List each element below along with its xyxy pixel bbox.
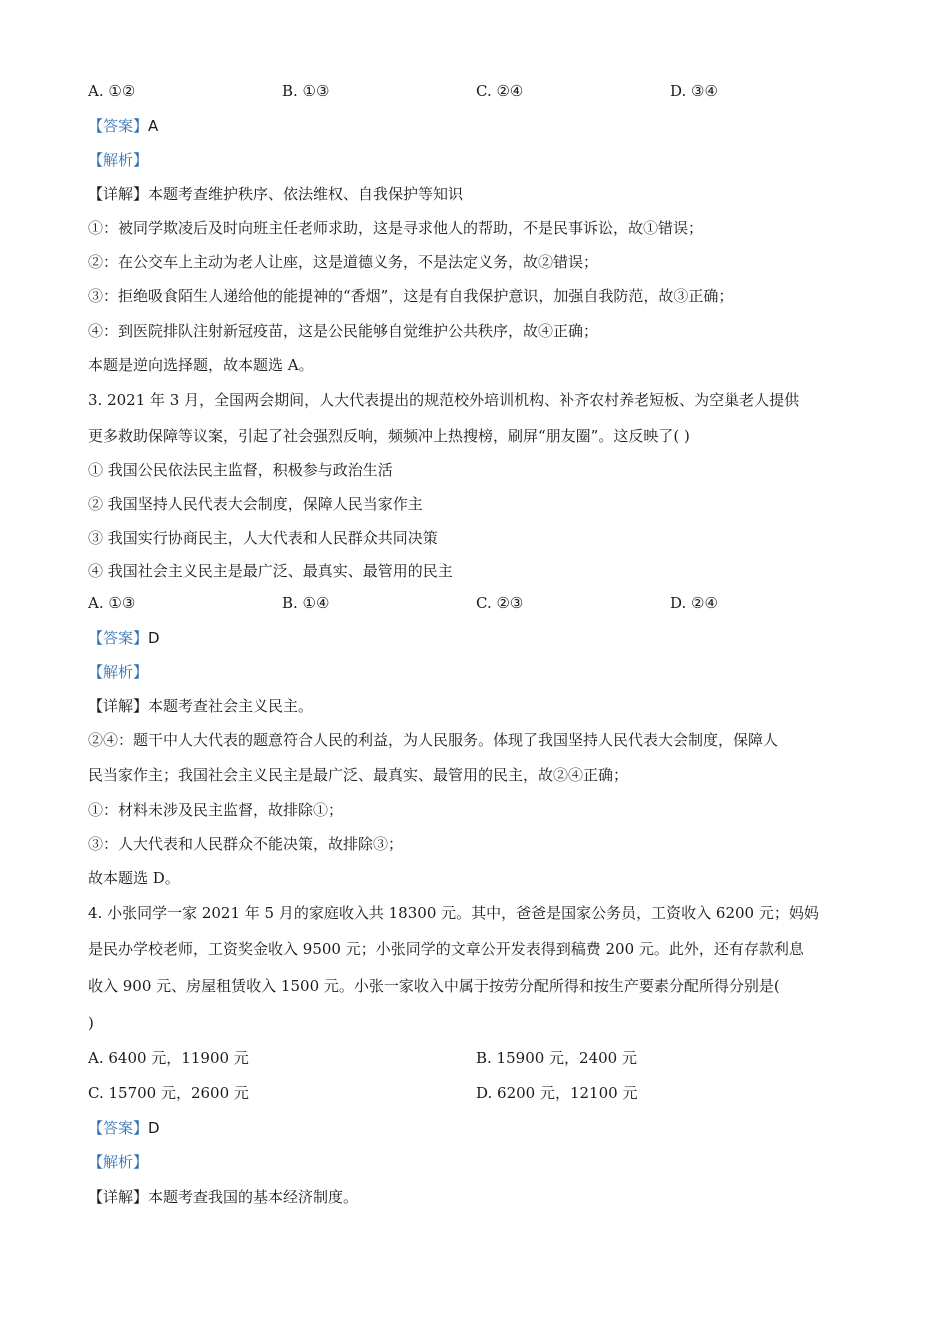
q2-detail <box>88 183 463 205</box>
q2-option-b: B. ①③ <box>282 82 330 100</box>
detail-text: 本题考查维护秩序、依法维权、自我保护等知识 <box>148 185 464 203</box>
q3-option-c: C. ②③ <box>476 594 524 612</box>
q4-stem-line-3: 收入 900 元、房屋租赁收入 1500 元。小张一家收入中属于按劳分配所得和按生产要素分配所得分别是( <box>88 977 780 995</box>
q3-item-3: ③ 我国实行协商民主，人大代表和人民群众共同决策 <box>88 529 438 547</box>
q4-detail <box>88 1186 358 1208</box>
q4-stem-line-4: ) <box>88 1014 94 1032</box>
q2-line-2: ②：在公交车上主动为老人让座，这是道德义务，不是法定义务，故②错误； <box>88 253 599 271</box>
q2-analysis-tag <box>88 149 148 171</box>
q2-line-5: 本题是逆向选择题，故本题选 A。 <box>88 356 314 374</box>
q3-stem-line-1: 3. 2021 年 3 月，全国两会期间，人大代表提出的规范校外培训机构、补齐农村养老短板、为空巢老人提供 <box>88 391 800 409</box>
q2-option-c: C. ②④ <box>476 82 524 100</box>
answer-tag: 【答案】 <box>88 629 149 647</box>
answer-tag: 【答案】 <box>88 1119 149 1137</box>
q4-stem-line-2: 是民办学校老师，工资奖金收入 9500 元；小张同学的文章公开发表得到稿费 200 元。此外，还有存款利息 <box>88 940 804 958</box>
q3-line-3: ①：材料未涉及民主监督，故排除①； <box>88 801 344 819</box>
q2-line-3: ③：拒绝吸食陌生人递给他的能提神的“香烟”，这是有自我保护意识，加强自我防范，故③正确； <box>88 287 734 305</box>
q3-stem-line-2: 更多救助保障等议案，引起了社会强烈反响，频频冲上热搜榜，刷屏“朋友圈”。这反映了( ) <box>88 427 690 445</box>
detail-tag: 【详解】 <box>88 697 149 715</box>
q3-analysis-tag <box>88 661 148 683</box>
detail-tag: 【详解】 <box>88 1188 149 1206</box>
q3-line-5: 故本题选 D。 <box>88 869 180 887</box>
analysis-tag: 【解析】 <box>88 151 149 169</box>
q3-item-2: ② 我国坚持人民代表大会制度，保障人民当家作主 <box>88 495 423 513</box>
q2-line-4: ④：到医院排队注射新冠疫苗，这是公民能够自觉维护公共秩序，故④正确； <box>88 322 599 340</box>
answer-value: A <box>148 117 159 135</box>
q2-line-1: ①：被同学欺凌后及时向班主任老师求助，这是寻求他人的帮助，不是民事诉讼，故①错误； <box>88 219 704 237</box>
q2-answer <box>88 115 158 137</box>
detail-text: 本题考查社会主义民主。 <box>148 697 314 715</box>
q4-option-b: B. 15900 元，2400 元 <box>476 1049 637 1067</box>
answer-value: D <box>148 629 160 647</box>
q2-option-a: A. ①② <box>88 82 136 100</box>
analysis-tag: 【解析】 <box>88 1153 149 1171</box>
q2-option-d: D. ③④ <box>670 82 718 100</box>
q3-option-a: A. ①③ <box>88 594 136 612</box>
detail-text: 本题考查我国的基本经济制度。 <box>148 1188 359 1206</box>
q3-detail <box>88 695 313 717</box>
q4-analysis-tag <box>88 1151 148 1173</box>
q4-stem-line-1: 4. 小张同学一家 2021 年 5 月的家庭收入共 18300 元。其中，爸爸是国家公务员，工资收入 6200 元；妈妈 <box>88 904 819 922</box>
detail-tag: 【详解】 <box>88 185 149 203</box>
q3-item-1: ① 我国公民依法民主监督，积极参与政治生活 <box>88 461 393 479</box>
q4-option-c: C. 15700 元，2600 元 <box>88 1084 249 1102</box>
q4-option-d: D. 6200 元，12100 元 <box>476 1084 638 1102</box>
q4-answer <box>88 1117 160 1139</box>
analysis-tag: 【解析】 <box>88 663 149 681</box>
q3-option-d: D. ②④ <box>670 594 718 612</box>
q3-line-2: 民当家作主；我国社会主义民主是最广泛、最真实、最管用的民主，故②④正确； <box>88 766 629 784</box>
q3-option-b: B. ①④ <box>282 594 330 612</box>
q4-option-a: A. 6400 元，11900 元 <box>88 1049 249 1067</box>
q3-line-4: ③：人大代表和人民群众不能决策，故排除③； <box>88 835 404 853</box>
q3-answer <box>88 627 160 649</box>
answer-value: D <box>148 1119 160 1137</box>
q3-item-4: ④ 我国社会主义民主是最广泛、最真实、最管用的民主 <box>88 562 453 580</box>
answer-tag: 【答案】 <box>88 117 149 135</box>
q3-line-1: ②④：题干中人大代表的题意符合人民的利益，为人民服务。体现了我国坚持人民代表大会制度，保障人 <box>88 731 779 749</box>
